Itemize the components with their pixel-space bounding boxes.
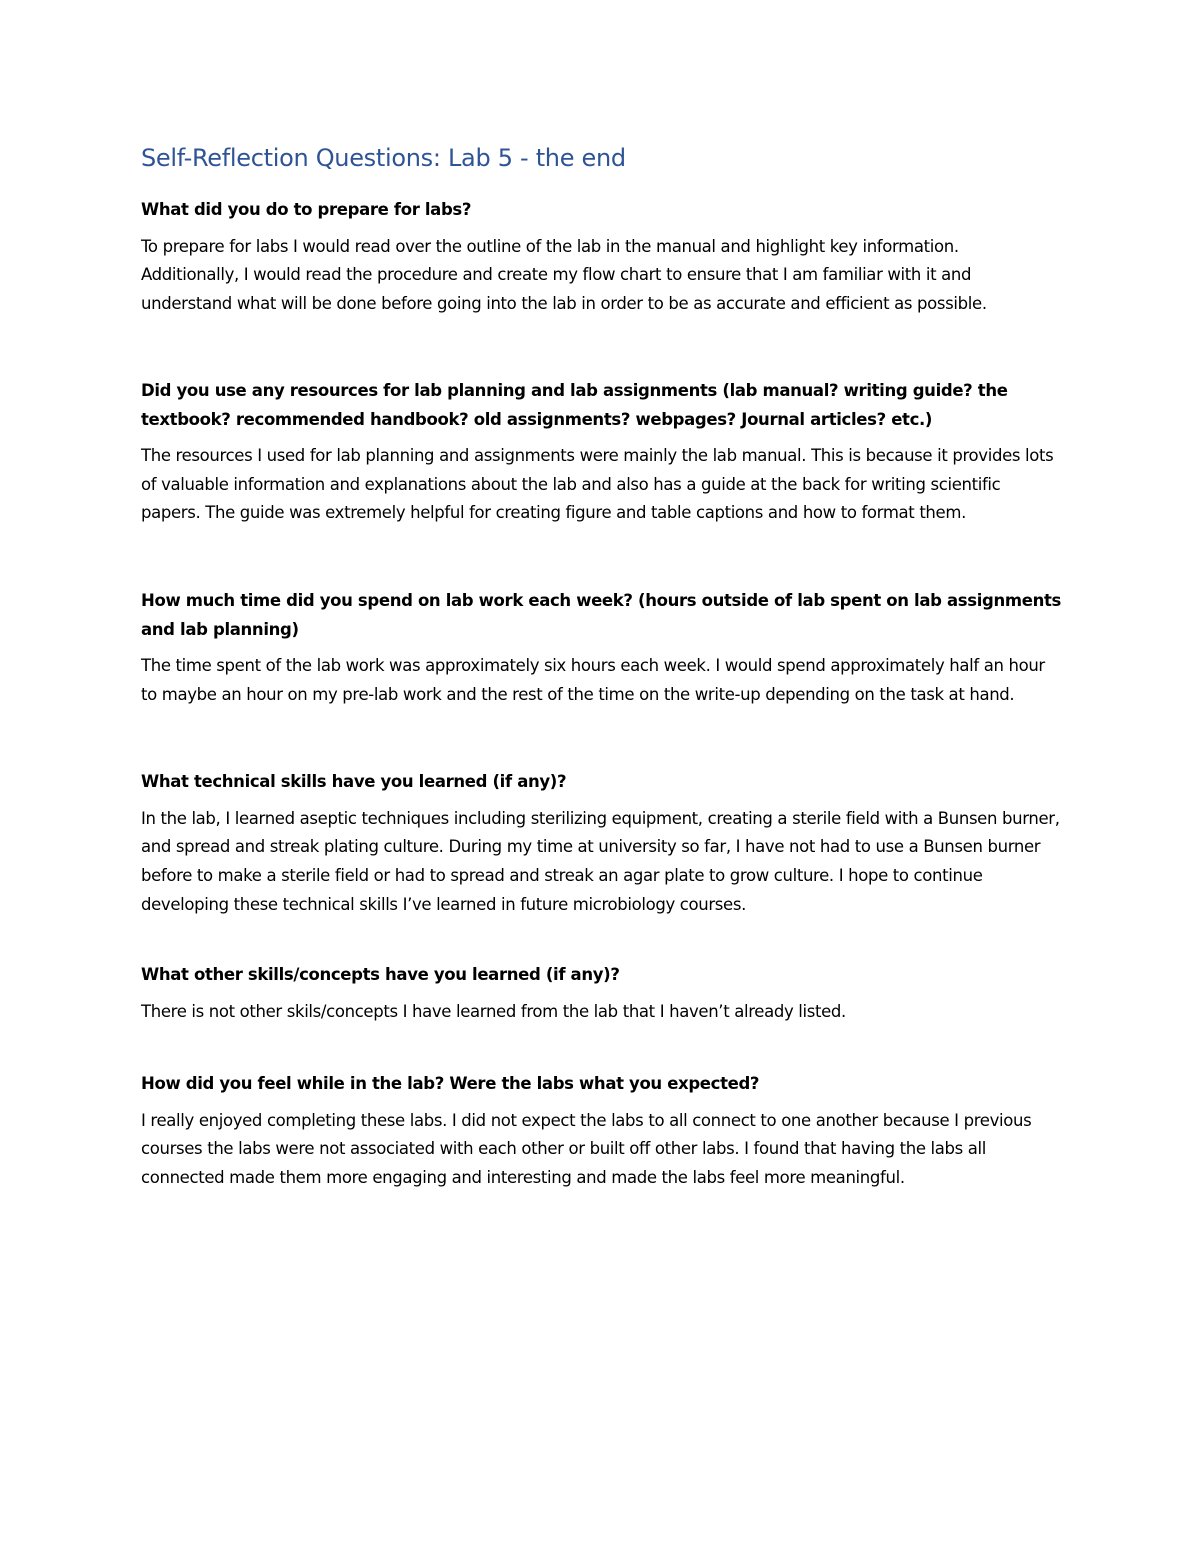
answer-paragraph: I really enjoyed completing these labs. I did not expect the labs to all connect to one another because I previous courses the labs were not associated with each other or built off other labs. I found that having the labs all connected made them more engaging and interesting and made the labs feel more meaningful.	[141, 1110, 1032, 1187]
question-heading: What technical skills have you learned (if any)?	[141, 772, 567, 792]
question-heading: How did you feel while in the lab? Were the labs what you expected?	[141, 1074, 760, 1094]
document-title: Self-Reflection Questions: Lab 5 - the end	[141, 144, 626, 172]
question-heading: What did you do to prepare for labs?	[141, 200, 472, 219]
qa-section-prepare	[141, 196, 1061, 318]
question-heading: Did you use any resources for lab planning and lab assignments (lab manual? writing guide? the textbook? recommended handbook? old assignments? webpages? Journal articles? etc.)	[141, 381, 1008, 429]
answer-paragraph: In the lab, I learned aseptic techniques including sterilizing equipment, creating a sterile field with a Bunsen burner, and spread and streak plating culture. During my time at university so far, I have not had to use a Bunsen burner before to make a sterile field or had to spread and streak an agar plate to grow culture. I hope to continue developing these technical skills I’ve learned in future microbiology courses.	[141, 808, 1060, 914]
answer-paragraph: The resources I used for lab planning and assignments were mainly the lab manual. This is because it provides lots of valuable information and explanations about the lab and also has a guide at the back for writing scientific papers. The guide was extremely helpful for creating figure and table captions and how to format them.	[141, 446, 1054, 523]
answer-paragraph: There is not other skils/concepts I have learned from the lab that I haven’t already listed.	[141, 1001, 846, 1021]
qa-section-time-spent	[141, 587, 1061, 709]
qa-section-technical-skills	[141, 768, 1061, 919]
qa-section-feelings	[141, 1070, 1061, 1192]
document-body	[141, 140, 1061, 1193]
answer-paragraph: To prepare for labs I would read over the outline of the lab in the manual and highlight key information. Additionally, I would read the procedure and create my flow chart to ensure that I am familiar with it and understand what will be done before going into the lab in order to be as accurate and efficient as possible.	[141, 236, 987, 313]
answer-paragraph: The time spent of the lab work was approximately six hours each week. I would spend approximately half an hour to maybe an hour on my pre-lab work and the rest of the time on the write-up depending on the task at hand.	[141, 656, 1045, 704]
question-heading: What other skills/concepts have you learned (if any)?	[141, 965, 620, 985]
question-heading: How much time did you spend on lab work each week? (hours outside of lab spent on lab assignments and lab planning)	[141, 591, 1061, 639]
qa-section-resources	[141, 377, 1061, 528]
qa-section-other-skills	[141, 961, 1061, 1026]
